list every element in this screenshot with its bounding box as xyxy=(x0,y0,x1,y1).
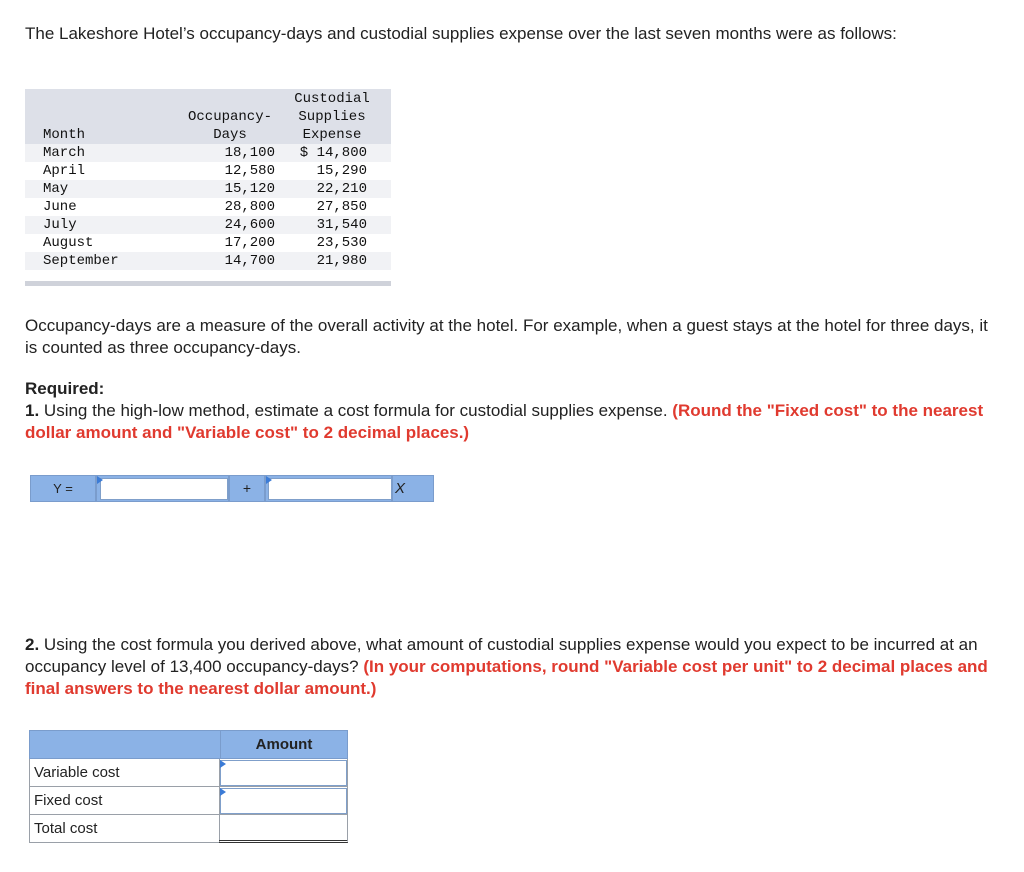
row-expense: 22,210 xyxy=(316,181,367,197)
variable-cost-amount-input[interactable] xyxy=(220,760,347,786)
row-occupancy: 15,120 xyxy=(224,181,275,197)
question-1-text: Using the high-low method, estimate a cost formula for custodial supplies expense. xyxy=(39,401,673,420)
header-month: Month xyxy=(43,127,86,143)
required-heading: Required: xyxy=(25,379,105,398)
question-1-number: 1. xyxy=(25,401,40,420)
fixed-cost-cell xyxy=(96,475,229,502)
row-month: March xyxy=(43,145,86,161)
amount-row-total-cost xyxy=(29,815,348,843)
intro-text: The Lakeshore Hotel’s occupancy-days and custodial supplies expense over the last seven months were as follows: xyxy=(25,24,897,43)
amount-row-fixed-cost xyxy=(29,787,348,815)
amount-header: Amount xyxy=(255,736,313,753)
row-occupancy: 18,100 xyxy=(224,145,275,161)
row-month: May xyxy=(43,181,69,197)
fixed-cost-amount-input[interactable] xyxy=(220,788,347,814)
variable-cost-amount-cell xyxy=(219,759,348,787)
header-expense-line1: Custodial xyxy=(294,91,370,107)
row-occupancy: 12,580 xyxy=(224,163,275,179)
plus-sign: + xyxy=(229,475,265,502)
variable-cost-cell xyxy=(265,475,392,502)
header-occupancy-line2: Days xyxy=(213,127,247,143)
input-marker-icon xyxy=(266,476,272,484)
fixed-cost-input[interactable] xyxy=(100,478,228,500)
row-expense: 31,540 xyxy=(316,217,367,233)
header-expense-line2: Supplies xyxy=(298,109,366,125)
row-label: Variable cost xyxy=(29,759,220,787)
total-cost-amount-cell xyxy=(219,815,348,843)
row-expense: 21,980 xyxy=(316,253,367,269)
row-expense: 15,290 xyxy=(316,163,367,179)
input-marker-icon xyxy=(220,760,226,768)
row-occupancy: 24,600 xyxy=(224,217,275,233)
row-label: Fixed cost xyxy=(29,787,220,815)
question-2-number: 2. xyxy=(25,635,40,654)
fixed-cost-amount-cell xyxy=(219,787,348,815)
input-marker-icon xyxy=(220,788,226,796)
amount-table xyxy=(29,730,349,844)
row-occupancy: 14,700 xyxy=(224,253,275,269)
row-expense: 27,850 xyxy=(316,199,367,215)
row-expense: 23,530 xyxy=(316,235,367,251)
question-2 xyxy=(25,634,1000,700)
question-1-note: (Round the "Fixed cost" to the nearest dollar amount and "Variable cost" to 2 decimal places.) xyxy=(25,401,984,442)
row-month: August xyxy=(43,235,94,251)
header-occupancy-line1: Occupancy- xyxy=(187,109,272,125)
question-2-text: Using the cost formula you derived above, what amount of custodial supplies expense would you expect to be incurred at an occupancy level of 13,400 occupancy-days? xyxy=(25,635,978,676)
amount-table-header xyxy=(29,730,348,759)
table-footer-band xyxy=(25,281,391,286)
row-label: Total cost xyxy=(29,815,220,843)
occupancy-explanation: Occupancy-days are a measure of the overall activity at the hotel. For example, when a guest stays at the hotel for three days, it is counted as three occupancy-days. xyxy=(25,316,988,357)
row-month: April xyxy=(43,163,86,179)
row-month: September xyxy=(43,253,119,269)
row-expense: $ 14,800 xyxy=(299,145,367,161)
input-marker-icon xyxy=(97,476,103,484)
row-month: June xyxy=(43,199,77,215)
question-2-note: (In your computations, round "Variable cost per unit" to 2 decimal places and final answers to the nearest dollar amount.) xyxy=(25,657,988,698)
row-occupancy: 28,800 xyxy=(224,199,275,215)
y-equals-label: Y = xyxy=(30,475,96,502)
x-label: X xyxy=(392,475,434,502)
cost-formula-row xyxy=(30,475,434,502)
required-section xyxy=(25,378,995,444)
variable-cost-input[interactable] xyxy=(268,478,392,500)
occupancy-expense-table xyxy=(25,89,391,286)
header-expense-line3: Expense xyxy=(302,127,362,143)
question-1 xyxy=(25,400,995,444)
row-occupancy: 17,200 xyxy=(224,235,275,251)
amount-row-variable-cost xyxy=(29,759,348,787)
row-month: July xyxy=(43,217,77,233)
